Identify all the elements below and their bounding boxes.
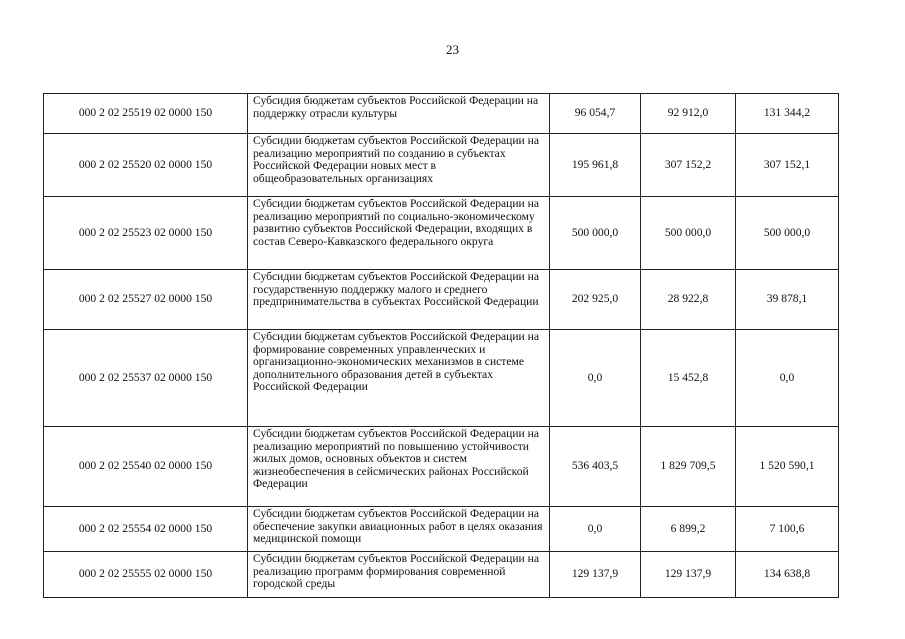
table-row: [44, 427, 839, 507]
budget-code: 000 2 02 25520 02 0000 150: [44, 134, 248, 197]
value-col-3: 0,0: [736, 330, 839, 427]
value-col-2: 92 912,0: [641, 94, 736, 134]
value-col-2: 307 152,2: [641, 134, 736, 197]
value-col-3: 307 152,1: [736, 134, 839, 197]
row-description: Субсидии бюджетам субъектов Российской Федерации на реализацию мероприятий по созданию в субъектах Российской Федерации новых мест в общеобразовательных организациях: [248, 134, 550, 197]
budget-code: 000 2 02 25537 02 0000 150: [44, 330, 248, 427]
table-row: [44, 330, 839, 427]
value-col-1: 500 000,0: [550, 197, 641, 270]
budget-code: 000 2 02 25555 02 0000 150: [44, 552, 248, 598]
value-col-2: 6 899,2: [641, 507, 736, 552]
budget-code: 000 2 02 25554 02 0000 150: [44, 507, 248, 552]
row-description: Субсидии бюджетам субъектов Российской Федерации на реализацию мероприятий по повышению устойчивости жилых домов, основных объектов и систем жизнеобеспечения в сейсмических районах Российской Федерации: [248, 427, 550, 507]
table-row: [44, 197, 839, 270]
value-col-3: 1 520 590,1: [736, 427, 839, 507]
budget-code: 000 2 02 25540 02 0000 150: [44, 427, 248, 507]
value-col-2: 129 137,9: [641, 552, 736, 598]
value-col-3: 131 344,2: [736, 94, 839, 134]
value-col-1: 536 403,5: [550, 427, 641, 507]
table-row: [44, 134, 839, 197]
row-description: Субсидия бюджетам субъектов Российской Федерации на поддержку отрасли культуры: [248, 94, 550, 134]
row-description: Субсидии бюджетам субъектов Российской Федерации на реализацию программ формирования современной городской среды: [248, 552, 550, 598]
page-number: 23: [446, 42, 459, 57]
value-col-2: 1 829 709,5: [641, 427, 736, 507]
row-description: Субсидии бюджетам субъектов Российской Федерации на обеспечение закупки авиационных работ в целях оказания медицинской помощи: [248, 507, 550, 552]
budget-table: [43, 93, 839, 598]
value-col-1: 96 054,7: [550, 94, 641, 134]
table-row: [44, 507, 839, 552]
value-col-1: 0,0: [550, 507, 641, 552]
table-row: [44, 270, 839, 330]
row-description: Субсидии бюджетам субъектов Российской Федерации на реализацию мероприятий по социально-экономическому развитию субъектов Российской Федерации, входящих в состав Северо-Кавказского федерального округа: [248, 197, 550, 270]
value-col-1: 129 137,9: [550, 552, 641, 598]
row-description: Субсидии бюджетам субъектов Российской Федерации на формирование современных управленческих и организационно-экономических механизмов в системе дополнительного образования детей в субъектах Российской Федерации: [248, 330, 550, 427]
value-col-3: 7 100,6: [736, 507, 839, 552]
value-col-1: 195 961,8: [550, 134, 641, 197]
value-col-3: 39 878,1: [736, 270, 839, 330]
value-col-3: 500 000,0: [736, 197, 839, 270]
table-row: [44, 94, 839, 134]
row-description: Субсидии бюджетам субъектов Российской Федерации на государственную поддержку малого и среднего предпринимательства в субъектах Российской Федерации: [248, 270, 550, 330]
value-col-1: 202 925,0: [550, 270, 641, 330]
budget-code: 000 2 02 25523 02 0000 150: [44, 197, 248, 270]
value-col-2: 500 000,0: [641, 197, 736, 270]
value-col-3: 134 638,8: [736, 552, 839, 598]
budget-code: 000 2 02 25527 02 0000 150: [44, 270, 248, 330]
value-col-1: 0,0: [550, 330, 641, 427]
value-col-2: 15 452,8: [641, 330, 736, 427]
value-col-2: 28 922,8: [641, 270, 736, 330]
budget-code: 000 2 02 25519 02 0000 150: [44, 94, 248, 134]
table-row: [44, 552, 839, 598]
